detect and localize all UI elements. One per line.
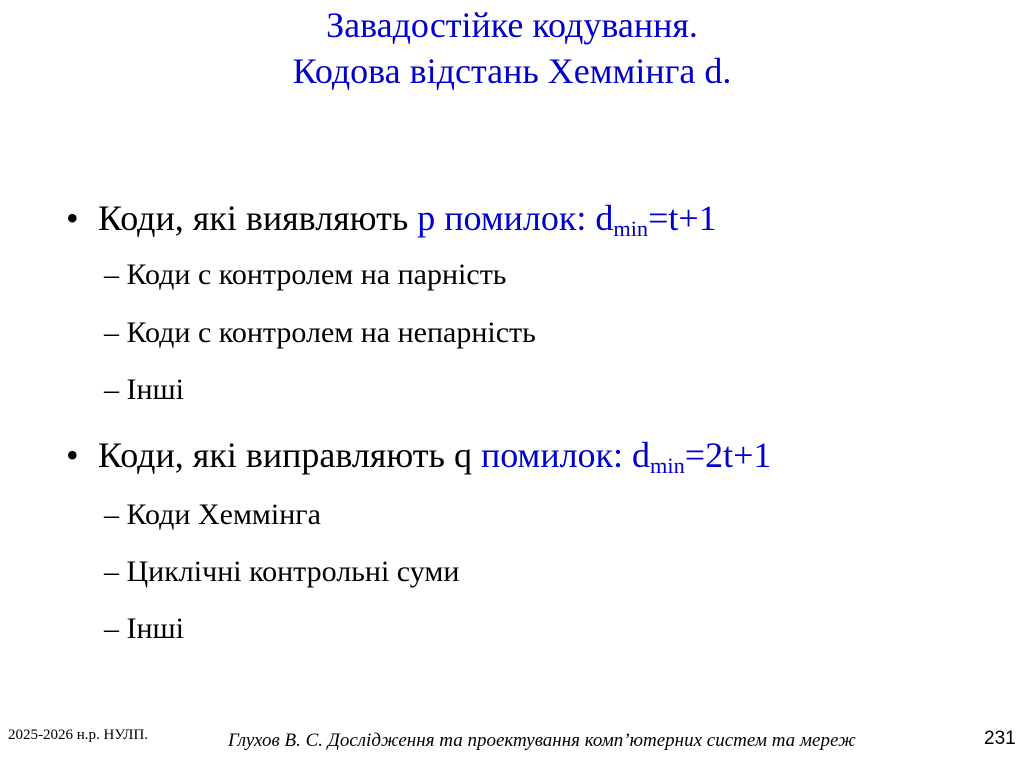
bullet-1-subscript: min: [613, 216, 649, 242]
slide-title-line-1: Завадостійке кодування.: [326, 5, 698, 45]
slide-title-line-2: Кодова відстань Хеммінга d.: [292, 51, 732, 91]
bullet-2-label: Коди, які виправляють q: [98, 435, 481, 475]
sub-item-text: Коди с контролем на непарність: [126, 316, 536, 349]
sub-item-dash: –: [104, 316, 119, 349]
bullet-1-formula: =t+1: [648, 198, 717, 238]
sub-item-2-3: [104, 610, 184, 648]
bullet-1-highlight: p помилок: d: [417, 198, 614, 238]
bullet-1-marker: •: [66, 198, 79, 238]
page-number: 231: [984, 728, 1016, 749]
footer-year: 2025-2026 н.р. НУЛП.: [8, 727, 149, 743]
sub-item-2-1: [104, 496, 321, 534]
bullet-2: [66, 433, 79, 477]
sub-item-1-2: [104, 314, 536, 352]
sub-item-dash: –: [104, 498, 119, 531]
bullet-2-text: [98, 433, 771, 477]
bullet-2-formula: =2t+1: [684, 435, 772, 475]
sub-item-dash: –: [104, 555, 119, 588]
sub-item-1-3: [104, 371, 184, 409]
sub-item-2-2: [104, 553, 459, 591]
sub-item-text: Інші: [126, 373, 184, 406]
sub-item-dash: –: [104, 612, 119, 645]
bullet-1-text: [98, 196, 717, 240]
sub-item-dash: –: [104, 258, 119, 291]
bullet-2-subscript: min: [650, 453, 685, 479]
bullet-2-highlight: помилок: d: [480, 435, 651, 475]
footer-author: Глухов В. С. Дослідження та проектування комп’ютерних систем та мереж: [228, 730, 856, 751]
sub-item-dash: –: [104, 373, 119, 406]
bullet-1-label: Коди, які виявляють: [98, 198, 418, 238]
bullet-2-marker: •: [66, 435, 79, 475]
sub-item-1-1: [104, 256, 506, 294]
bullet-1: [66, 196, 79, 240]
sub-item-text: Коди с контролем на парність: [126, 258, 507, 291]
sub-item-text: Циклічні контрольні суми: [126, 555, 460, 588]
sub-item-text: Інші: [126, 612, 184, 645]
sub-item-text: Коди Хеммінга: [126, 498, 321, 531]
